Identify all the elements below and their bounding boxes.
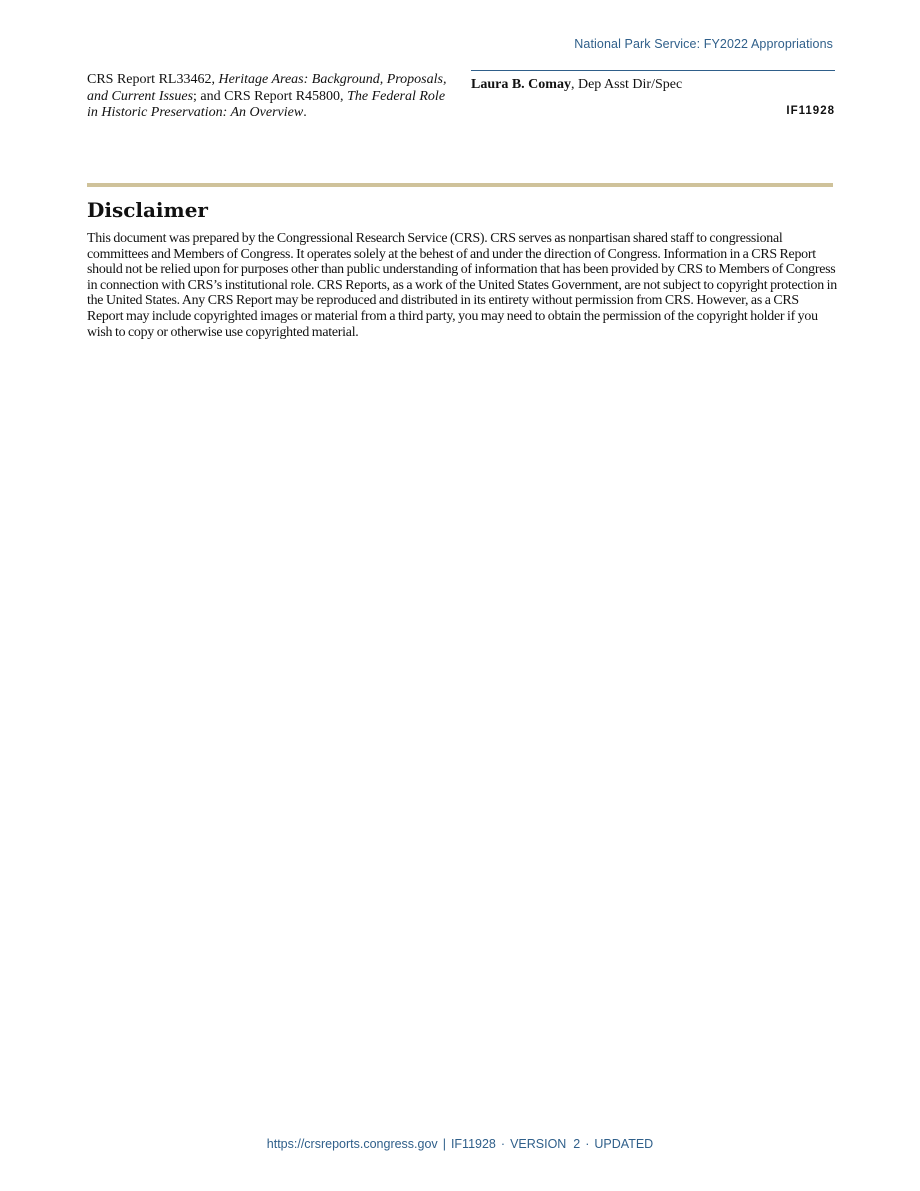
- running-header: National Park Service: FY2022 Appropriations: [574, 37, 833, 51]
- section-divider: [87, 183, 833, 187]
- disclaimer-heading: Disclaimer: [87, 198, 208, 222]
- report-title-heritage-areas: Heritage Areas: Background, Proposals, and Current Issues: [87, 72, 447, 104]
- footer-version: VERSION 2: [510, 1137, 581, 1151]
- footer-url-link[interactable]: https://crsreports.congress.gov: [266, 1137, 438, 1151]
- author-block: [471, 70, 835, 93]
- footer-report-id: IF11928: [450, 1137, 496, 1151]
- footer-separator: |: [442, 1137, 446, 1151]
- related-reports-text-part1: CRS Report RL33462,: [87, 72, 219, 87]
- disclaimer-body: This document was prepared by the Congressional Research Service (CRS). CRS serves as nonpartisan shared staff to congressional committees and Members of Congress. It operates solely at the behest of and under the direction of Congress. Information in a CRS Report should not be relied upon for purposes other than public understanding of information that has been provided by CRS to Members of Congress in connection with CRS’s institutional role. CRS Reports, as a work of the United States Government, are not subject to copyright protection in the United States. Any CRS Report may be reproduced and distributed in its entirety without permission from CRS. However, as a CRS Report may include copyrighted images or material from a third party, you may need to obtain the permission of the copyright holder if you wish to copy or otherwise use copyrighted material.: [87, 231, 837, 340]
- author-title: , Dep Asst Dir/Spec: [570, 77, 683, 92]
- footer-status: UPDATED: [594, 1137, 654, 1151]
- footer-dot: ·: [585, 1137, 590, 1151]
- report-id: IF11928: [786, 105, 835, 117]
- related-reports-text: [87, 72, 457, 122]
- footer-dot: ·: [500, 1137, 506, 1151]
- author-name: Laura B. Comay: [471, 77, 571, 92]
- author-line: [471, 76, 835, 93]
- related-reports-text-part5: .: [303, 105, 307, 120]
- page-footer: [0, 1137, 920, 1151]
- author-divider: [471, 70, 835, 71]
- related-reports-text-part3: ; and CRS Report R45800,: [193, 88, 348, 104]
- report-title-historic-preservation: The Federal Role in Historic Preservation: An Overview: [87, 88, 446, 120]
